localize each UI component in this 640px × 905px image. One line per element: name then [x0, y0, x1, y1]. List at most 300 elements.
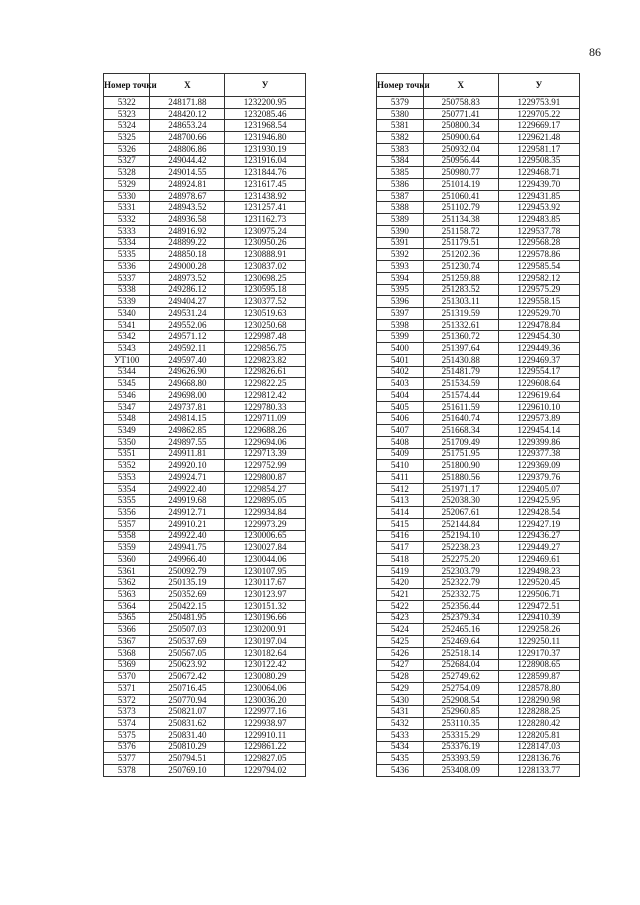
x-coordinate-cell: 251751.95	[423, 448, 498, 460]
y-coordinate-cell: 1229506.71	[498, 589, 579, 601]
x-coordinate-cell: 249014.55	[150, 167, 225, 179]
table-row	[104, 530, 306, 542]
table-row	[377, 284, 580, 296]
point-number-cell: 5338	[104, 284, 150, 296]
point-number-cell: 5432	[377, 718, 424, 730]
table-row	[377, 296, 580, 308]
point-number-cell: 5392	[377, 249, 424, 261]
point-number-cell: 5434	[377, 741, 424, 753]
table-row	[377, 120, 580, 132]
y-coordinate-cell: 1230107.95	[225, 565, 306, 577]
point-number-cell: 5423	[377, 612, 424, 624]
y-coordinate-cell: 1228136.76	[498, 753, 579, 765]
y-coordinate-cell: 1229823.82	[225, 354, 306, 366]
x-coordinate-cell: 249404.27	[150, 296, 225, 308]
point-number-cell: 5386	[377, 179, 424, 191]
point-number-cell: 5326	[104, 143, 150, 155]
y-coordinate-cell: 1229608.64	[498, 378, 579, 390]
y-coordinate-cell: 1229987.48	[225, 331, 306, 343]
point-number-cell: 5435	[377, 753, 424, 765]
x-coordinate-cell: 251611.59	[423, 401, 498, 413]
point-number-cell: 5328	[104, 167, 150, 179]
y-coordinate-cell: 1229938.97	[225, 718, 306, 730]
x-coordinate-cell: 249592.11	[150, 343, 225, 355]
point-number-cell: 5344	[104, 366, 150, 378]
table-row	[104, 307, 306, 319]
y-coordinate-cell: 1229713.39	[225, 448, 306, 460]
point-number-cell: 5376	[104, 741, 150, 753]
y-coordinate-cell: 1229425.95	[498, 495, 579, 507]
x-coordinate-cell: 251303.11	[423, 296, 498, 308]
coordinates-table-left	[103, 73, 306, 777]
y-coordinate-cell: 1230123.97	[225, 589, 306, 601]
table-row	[377, 331, 580, 343]
y-coordinate-cell: 1230837.02	[225, 261, 306, 273]
table-row	[377, 741, 580, 753]
point-number-cell: 5421	[377, 589, 424, 601]
point-number-cell: 5359	[104, 542, 150, 554]
x-coordinate-cell: 250092.79	[150, 565, 225, 577]
y-coordinate-cell: 1228280.42	[498, 718, 579, 730]
table-row	[104, 741, 306, 753]
point-number-cell: 5407	[377, 425, 424, 437]
x-coordinate-cell: 248171.88	[150, 97, 225, 109]
x-coordinate-cell: 251481.79	[423, 366, 498, 378]
x-coordinate-cell: 251709.49	[423, 436, 498, 448]
y-coordinate-cell: 1229454.30	[498, 331, 579, 343]
y-coordinate-cell: 1229826.61	[225, 366, 306, 378]
x-coordinate-cell: 251668.34	[423, 425, 498, 437]
x-coordinate-cell: 249668.80	[150, 378, 225, 390]
x-coordinate-cell: 249571.12	[150, 331, 225, 343]
x-coordinate-cell: 252465.16	[423, 624, 498, 636]
x-coordinate-cell: 253315.29	[423, 729, 498, 741]
y-coordinate-cell: 1231930.19	[225, 143, 306, 155]
y-coordinate-cell: 1229508.35	[498, 155, 579, 167]
table-row	[377, 518, 580, 530]
x-coordinate-cell: 250800.34	[423, 120, 498, 132]
y-coordinate-cell: 1230117.67	[225, 577, 306, 589]
y-coordinate-cell: 1230122.42	[225, 659, 306, 671]
y-coordinate-cell: 1229379.76	[498, 472, 579, 484]
y-coordinate-cell: 1228147.03	[498, 741, 579, 753]
point-number-cell: 5426	[377, 647, 424, 659]
point-number-cell: 5334	[104, 237, 150, 249]
y-coordinate-cell: 1229895.05	[225, 495, 306, 507]
y-coordinate-cell: 1230888.91	[225, 249, 306, 261]
point-number-cell: 5384	[377, 155, 424, 167]
x-coordinate-cell: 249912.71	[150, 507, 225, 519]
table-row	[104, 507, 306, 519]
table-row	[104, 718, 306, 730]
table-row	[104, 589, 306, 601]
y-coordinate-cell: 1229578.86	[498, 249, 579, 261]
x-coordinate-cell: 248973.52	[150, 272, 225, 284]
y-coordinate-cell: 1229753.91	[498, 97, 579, 109]
x-coordinate-cell: 248653.24	[150, 120, 225, 132]
point-number-cell: 5350	[104, 436, 150, 448]
x-coordinate-cell: 250794.51	[150, 753, 225, 765]
point-number-cell: 5385	[377, 167, 424, 179]
y-coordinate-cell: 1229469.37	[498, 354, 579, 366]
x-coordinate-cell: 249626.90	[150, 366, 225, 378]
point-number-cell: 5362	[104, 577, 150, 589]
page-number: 86	[589, 45, 601, 59]
point-number-cell: 5428	[377, 671, 424, 683]
point-number-cell: 5436	[377, 764, 424, 776]
x-coordinate-cell: 250980.77	[423, 167, 498, 179]
point-number-cell: 5424	[377, 624, 424, 636]
x-coordinate-cell: 248700.66	[150, 132, 225, 144]
table-row	[104, 413, 306, 425]
table-row	[104, 202, 306, 214]
table-row	[377, 237, 580, 249]
x-coordinate-cell: 251880.56	[423, 472, 498, 484]
x-coordinate-cell: 252238.23	[423, 542, 498, 554]
x-coordinate-cell: 251332.61	[423, 319, 498, 331]
table-row	[377, 612, 580, 624]
x-coordinate-cell: 248924.81	[150, 179, 225, 191]
x-coordinate-cell: 250932.04	[423, 143, 498, 155]
point-number-cell: 5339	[104, 296, 150, 308]
y-coordinate-cell: 1229427.19	[498, 518, 579, 530]
y-coordinate-cell: 1231916.04	[225, 155, 306, 167]
point-number-cell: 5425	[377, 636, 424, 648]
y-coordinate-cell: 1229669.17	[498, 120, 579, 132]
y-coordinate-cell: 1230080.29	[225, 671, 306, 683]
table-row	[377, 366, 580, 378]
table-row	[377, 132, 580, 144]
point-number-cell: 5342	[104, 331, 150, 343]
y-coordinate-cell: 1229694.06	[225, 436, 306, 448]
y-coordinate-cell: 1230200.91	[225, 624, 306, 636]
table-row	[104, 518, 306, 530]
point-number-cell: 5366	[104, 624, 150, 636]
y-coordinate-cell: 1229581.17	[498, 143, 579, 155]
x-coordinate-cell: 250810.29	[150, 741, 225, 753]
table-row	[377, 542, 580, 554]
x-coordinate-cell: 248850.18	[150, 249, 225, 261]
table-row	[104, 624, 306, 636]
y-coordinate-cell: 1230196.66	[225, 612, 306, 624]
table-row	[104, 706, 306, 718]
x-coordinate-cell: 253408.09	[423, 764, 498, 776]
point-number-cell: 5330	[104, 190, 150, 202]
x-coordinate-cell: 251397.64	[423, 343, 498, 355]
y-coordinate-cell: 1229410.39	[498, 612, 579, 624]
x-coordinate-cell: 250352.69	[150, 589, 225, 601]
x-coordinate-cell: 251283.52	[423, 284, 498, 296]
point-number-cell: 5363	[104, 589, 150, 601]
x-coordinate-cell: 252469.64	[423, 636, 498, 648]
y-coordinate-cell: 1229854.27	[225, 483, 306, 495]
y-coordinate-cell: 1229377.38	[498, 448, 579, 460]
table-row	[377, 225, 580, 237]
x-coordinate-cell: 251971.17	[423, 483, 498, 495]
table-row	[104, 647, 306, 659]
table-row	[104, 143, 306, 155]
y-coordinate-cell: 1229688.26	[225, 425, 306, 437]
x-coordinate-cell: 251319.59	[423, 307, 498, 319]
x-coordinate-cell: 249552.06	[150, 319, 225, 331]
x-coordinate-cell: 253110.35	[423, 718, 498, 730]
table-row	[377, 448, 580, 460]
table-row	[104, 296, 306, 308]
table-row	[104, 167, 306, 179]
table-row	[104, 401, 306, 413]
point-number-cell: 5361	[104, 565, 150, 577]
point-number-cell: 5389	[377, 214, 424, 226]
point-number-cell: 5355	[104, 495, 150, 507]
table-row	[377, 143, 580, 155]
point-number-cell: 5387	[377, 190, 424, 202]
x-coordinate-cell: 251102.79	[423, 202, 498, 214]
point-number-cell: 5371	[104, 682, 150, 694]
point-number-cell: 5404	[377, 389, 424, 401]
point-number-cell: 5332	[104, 214, 150, 226]
y-coordinate-cell: 1229529.70	[498, 307, 579, 319]
y-coordinate-cell: 1229453.92	[498, 202, 579, 214]
header-y: У	[498, 74, 579, 97]
x-coordinate-cell: 249737.81	[150, 401, 225, 413]
y-coordinate-cell: 1229711.09	[225, 413, 306, 425]
table-row	[104, 354, 306, 366]
x-coordinate-cell: 248899.22	[150, 237, 225, 249]
y-coordinate-cell: 1229910.11	[225, 729, 306, 741]
table-row	[377, 483, 580, 495]
y-coordinate-cell: 1229472.51	[498, 600, 579, 612]
point-number-cell: 5388	[377, 202, 424, 214]
x-coordinate-cell: 251134.38	[423, 214, 498, 226]
y-coordinate-cell: 1230006.65	[225, 530, 306, 542]
point-number-cell: 5352	[104, 460, 150, 472]
table-row	[377, 378, 580, 390]
y-coordinate-cell: 1232200.95	[225, 97, 306, 109]
table-row	[104, 636, 306, 648]
point-number-cell: 5373	[104, 706, 150, 718]
point-number-cell: 5374	[104, 718, 150, 730]
point-number-cell: 5412	[377, 483, 424, 495]
table-row	[104, 378, 306, 390]
y-coordinate-cell: 1229250.11	[498, 636, 579, 648]
table-row	[104, 460, 306, 472]
x-coordinate-cell: 250507.03	[150, 624, 225, 636]
table-row	[104, 132, 306, 144]
y-coordinate-cell: 1229468.71	[498, 167, 579, 179]
y-coordinate-cell: 1229439.70	[498, 179, 579, 191]
y-coordinate-cell: 1231946.80	[225, 132, 306, 144]
x-coordinate-cell: 250771.41	[423, 108, 498, 120]
table-row	[104, 554, 306, 566]
x-coordinate-cell: 252144.84	[423, 518, 498, 530]
y-coordinate-cell: 1229621.48	[498, 132, 579, 144]
table-row	[104, 214, 306, 226]
table-row	[377, 425, 580, 437]
table-row	[377, 589, 580, 601]
point-number-cell: 5375	[104, 729, 150, 741]
x-coordinate-cell: 249000.28	[150, 261, 225, 273]
point-number-cell: 5377	[104, 753, 150, 765]
x-coordinate-cell: 250769.10	[150, 764, 225, 776]
y-coordinate-cell: 1229405.07	[498, 483, 579, 495]
x-coordinate-cell: 250672.42	[150, 671, 225, 683]
x-coordinate-cell: 249922.40	[150, 483, 225, 495]
y-coordinate-cell: 1230975.24	[225, 225, 306, 237]
x-coordinate-cell: 252960.85	[423, 706, 498, 718]
table-row	[377, 307, 580, 319]
x-coordinate-cell: 253393.59	[423, 753, 498, 765]
point-number-cell: 5409	[377, 448, 424, 460]
y-coordinate-cell: 1229977.16	[225, 706, 306, 718]
table-row	[104, 565, 306, 577]
header-y: У	[225, 74, 306, 97]
y-coordinate-cell: 1230064.06	[225, 682, 306, 694]
point-number-cell: 5331	[104, 202, 150, 214]
point-number-cell: 5378	[104, 764, 150, 776]
x-coordinate-cell: 248978.67	[150, 190, 225, 202]
x-coordinate-cell: 253376.19	[423, 741, 498, 753]
x-coordinate-cell: 251202.36	[423, 249, 498, 261]
x-coordinate-cell: 250770.94	[150, 694, 225, 706]
point-number-cell: 5422	[377, 600, 424, 612]
point-number-cell: 5429	[377, 682, 424, 694]
table-row	[104, 120, 306, 132]
table-row	[104, 366, 306, 378]
y-coordinate-cell: 1229428.54	[498, 507, 579, 519]
x-coordinate-cell: 248936.58	[150, 214, 225, 226]
table-row	[377, 249, 580, 261]
point-number-cell: 5372	[104, 694, 150, 706]
x-coordinate-cell: 252356.44	[423, 600, 498, 612]
point-number-cell: УТ100	[104, 354, 150, 366]
point-number-cell: 5417	[377, 542, 424, 554]
point-number-cell: 5360	[104, 554, 150, 566]
x-coordinate-cell: 250623.92	[150, 659, 225, 671]
x-coordinate-cell: 250831.62	[150, 718, 225, 730]
x-coordinate-cell: 251534.59	[423, 378, 498, 390]
x-coordinate-cell: 249862.85	[150, 425, 225, 437]
point-number-cell: 5397	[377, 307, 424, 319]
point-number-cell: 5323	[104, 108, 150, 120]
point-number-cell: 5353	[104, 472, 150, 484]
x-coordinate-cell: 250956.44	[423, 155, 498, 167]
x-coordinate-cell: 251259.88	[423, 272, 498, 284]
y-coordinate-cell: 1229369.09	[498, 460, 579, 472]
point-number-cell: 5358	[104, 530, 150, 542]
table-row	[377, 319, 580, 331]
point-number-cell: 5365	[104, 612, 150, 624]
x-coordinate-cell: 250758.83	[423, 97, 498, 109]
point-number-cell: 5401	[377, 354, 424, 366]
table-row	[104, 729, 306, 741]
table-row	[104, 483, 306, 495]
y-coordinate-cell: 1229822.25	[225, 378, 306, 390]
x-coordinate-cell: 252908.54	[423, 694, 498, 706]
point-number-cell: 5403	[377, 378, 424, 390]
x-coordinate-cell: 249941.75	[150, 542, 225, 554]
x-coordinate-cell: 249044.42	[150, 155, 225, 167]
x-coordinate-cell: 249924.71	[150, 472, 225, 484]
point-number-cell: 5368	[104, 647, 150, 659]
header-point-number: Номер точки	[104, 74, 150, 97]
y-coordinate-cell: 1229170.37	[498, 647, 579, 659]
point-number-cell: 5356	[104, 507, 150, 519]
table-row	[377, 682, 580, 694]
y-coordinate-cell: 1229469.61	[498, 554, 579, 566]
point-number-cell: 5396	[377, 296, 424, 308]
point-number-cell: 5405	[377, 401, 424, 413]
y-coordinate-cell: 1230197.04	[225, 636, 306, 648]
y-coordinate-cell: 1229568.28	[498, 237, 579, 249]
table-row	[104, 753, 306, 765]
table-row	[377, 718, 580, 730]
y-coordinate-cell: 1229780.33	[225, 401, 306, 413]
y-coordinate-cell: 1229752.99	[225, 460, 306, 472]
y-coordinate-cell: 1229558.15	[498, 296, 579, 308]
table-row	[104, 671, 306, 683]
y-coordinate-cell: 1230950.26	[225, 237, 306, 249]
y-coordinate-cell: 1229794.02	[225, 764, 306, 776]
point-number-cell: 5347	[104, 401, 150, 413]
point-number-cell: 5394	[377, 272, 424, 284]
x-coordinate-cell: 252379.34	[423, 612, 498, 624]
table-row	[377, 202, 580, 214]
table-row	[104, 389, 306, 401]
table-row	[377, 460, 580, 472]
point-number-cell: 5395	[377, 284, 424, 296]
y-coordinate-cell: 1229454.14	[498, 425, 579, 437]
x-coordinate-cell: 251179.51	[423, 237, 498, 249]
table-row	[377, 214, 580, 226]
point-number-cell: 5345	[104, 378, 150, 390]
y-coordinate-cell: 1228205.81	[498, 729, 579, 741]
table-row	[377, 565, 580, 577]
y-coordinate-cell: 1228290.98	[498, 694, 579, 706]
y-coordinate-cell: 1229537.78	[498, 225, 579, 237]
table-row	[104, 331, 306, 343]
table-row	[377, 507, 580, 519]
point-number-cell: 5357	[104, 518, 150, 530]
x-coordinate-cell: 252749.62	[423, 671, 498, 683]
x-coordinate-cell: 252322.79	[423, 577, 498, 589]
point-number-cell: 5411	[377, 472, 424, 484]
point-number-cell: 5391	[377, 237, 424, 249]
y-coordinate-cell: 1229436.27	[498, 530, 579, 542]
y-coordinate-cell: 1229856.75	[225, 343, 306, 355]
y-coordinate-cell: 1229573.89	[498, 413, 579, 425]
table-row	[377, 729, 580, 741]
point-number-cell: 5431	[377, 706, 424, 718]
table-row	[104, 284, 306, 296]
header-x: X	[150, 74, 225, 97]
point-number-cell: 5430	[377, 694, 424, 706]
y-coordinate-cell: 1231617.45	[225, 179, 306, 191]
table-row	[104, 249, 306, 261]
point-number-cell: 5413	[377, 495, 424, 507]
x-coordinate-cell: 250422.15	[150, 600, 225, 612]
x-coordinate-cell: 252518.14	[423, 647, 498, 659]
point-number-cell: 5329	[104, 179, 150, 191]
y-coordinate-cell: 1229827.05	[225, 753, 306, 765]
table-row	[104, 495, 306, 507]
x-coordinate-cell: 249531.24	[150, 307, 225, 319]
x-coordinate-cell: 251574.44	[423, 389, 498, 401]
table-row	[377, 97, 580, 109]
point-number-cell: 5402	[377, 366, 424, 378]
point-number-cell: 5343	[104, 343, 150, 355]
y-coordinate-cell: 1229582.12	[498, 272, 579, 284]
y-coordinate-cell: 1230595.18	[225, 284, 306, 296]
